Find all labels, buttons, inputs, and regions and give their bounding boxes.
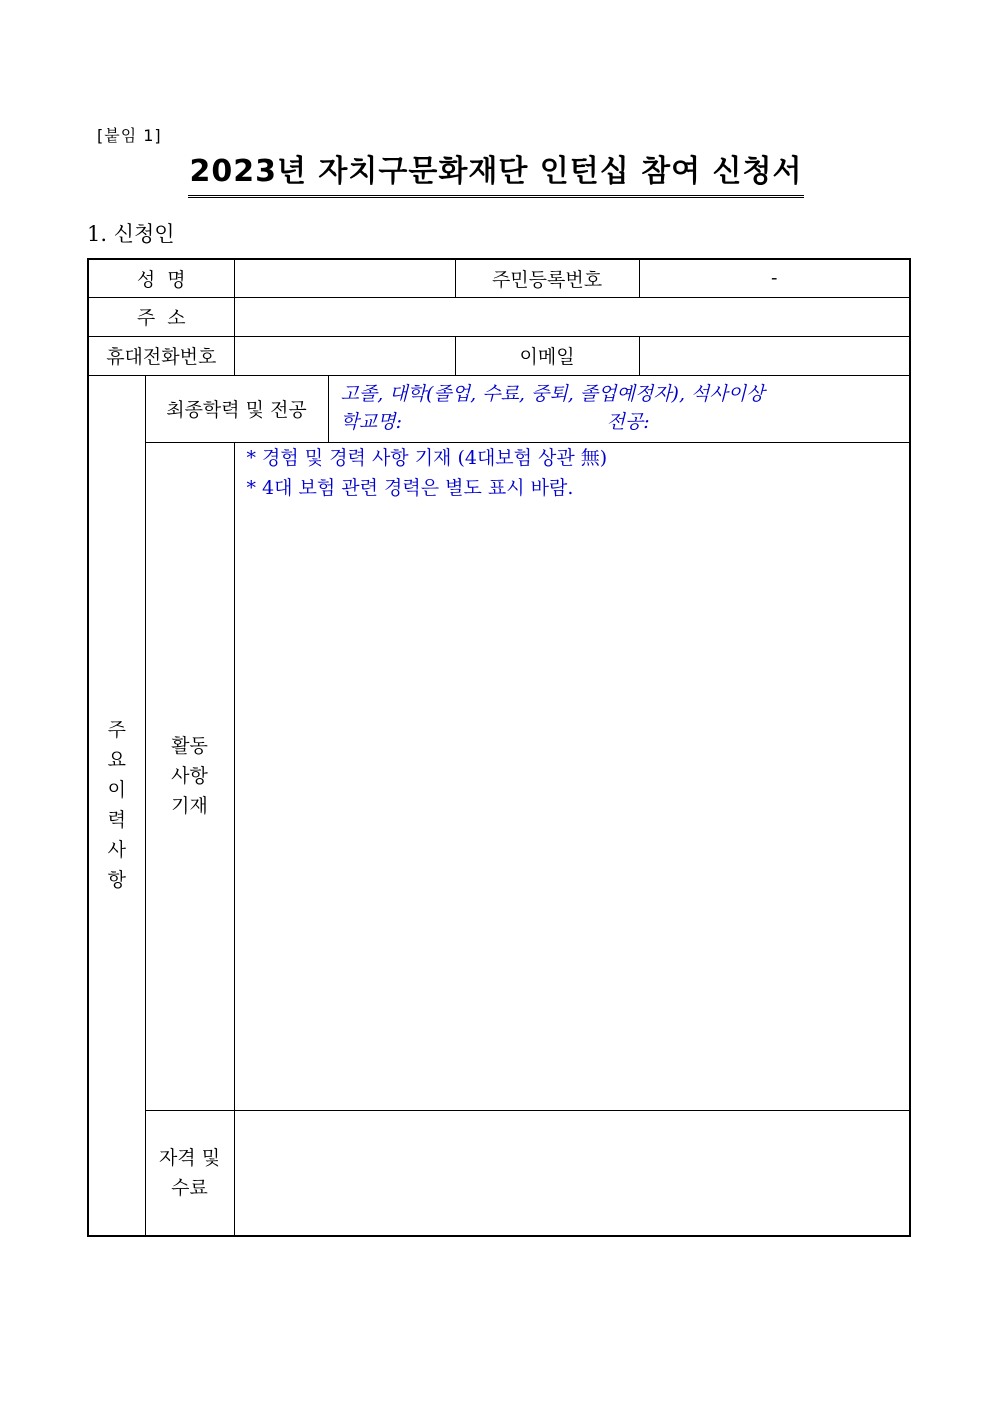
phone-label: 휴대전화번호 — [88, 336, 234, 375]
cert-label-line: 수료 — [171, 1176, 208, 1199]
school-major-row — [341, 408, 910, 436]
email-label: 이메일 — [455, 336, 639, 375]
school-label: 학교명: — [340, 410, 402, 433]
activity-label — [145, 442, 234, 1110]
history-char: 력 — [107, 809, 126, 832]
history-char: 항 — [107, 869, 126, 892]
education-options: 고졸, 대학(졸업, 수료, 중퇴, 졸업예정자), 석사이상 — [340, 382, 765, 405]
cert-label — [145, 1110, 234, 1236]
phone-field[interactable] — [234, 336, 455, 375]
name-field[interactable] — [234, 259, 455, 297]
application-form — [87, 258, 911, 1237]
address-label: 주 소 — [88, 297, 234, 336]
cert-label-line: 자격 및 — [158, 1146, 221, 1169]
email-field[interactable] — [639, 336, 910, 375]
activity-note: * 경험 및 경력 사항 기재 (4대보험 상관 無) — [246, 446, 608, 469]
history-char: 사 — [107, 839, 126, 862]
cert-field[interactable] — [234, 1110, 910, 1236]
title-container — [0, 152, 992, 198]
major-label: 전공: — [606, 410, 650, 433]
activity-label-line: 사항 — [171, 765, 208, 787]
activity-note: * 4대 보험 관련 경력은 별도 표시 바람. — [246, 476, 574, 499]
name-label: 성 명 — [88, 259, 234, 297]
history-char: 주 — [107, 719, 126, 742]
activity-label-line: 활동 — [171, 735, 208, 757]
education-field[interactable] — [328, 375, 910, 442]
activity-label-line: 기재 — [171, 795, 208, 817]
section-heading: 1. 신청인 — [87, 222, 175, 246]
address-field[interactable] — [234, 297, 910, 336]
attachment-label: [붙임 1] — [97, 126, 162, 145]
resident-number-label: 주민등록번호 — [455, 259, 639, 297]
history-char: 요 — [107, 749, 126, 772]
activity-field[interactable] — [234, 442, 910, 1110]
history-label — [88, 375, 145, 1236]
document-title: 2023년 자치구문화재단 인턴십 참여 신청서 — [188, 152, 805, 198]
history-char: 이 — [107, 779, 126, 802]
resident-number-field[interactable]: - — [639, 259, 910, 297]
education-label: 최종학력 및 전공 — [145, 375, 328, 442]
